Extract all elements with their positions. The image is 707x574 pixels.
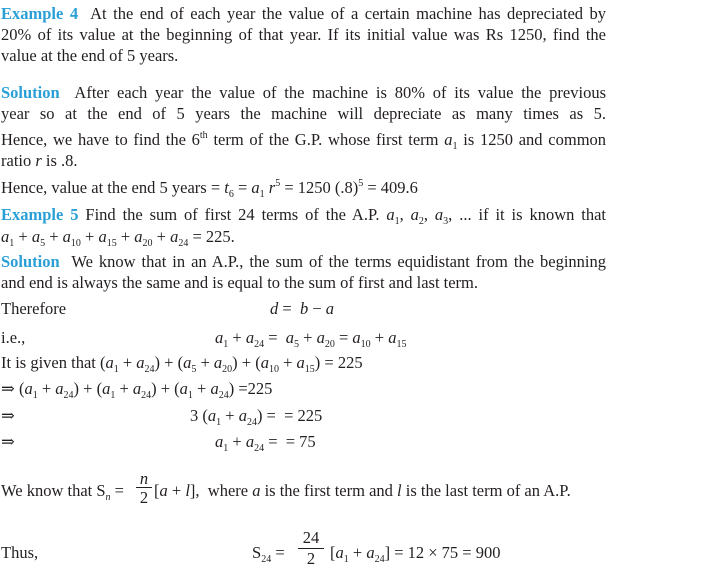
solution5-line2: and end is always the same and is equal to the sum of first and last term. xyxy=(1,273,479,292)
e5-l1a: Find the sum of first 24 terms of the A.P. xyxy=(85,205,380,224)
given-value: = 225 xyxy=(324,353,363,372)
therefore-label: Therefore xyxy=(1,299,67,318)
implies-symbol-3: ⇒ xyxy=(1,432,15,451)
solution4-line3: Hence, we have to find the 6th term of the G.P. whose first term $a_1$ is 1250 and common xyxy=(1,130,607,152)
s24-lhs: $S_{24}$ = xyxy=(252,543,285,565)
solution5-line1 xyxy=(1,252,606,272)
s24-frac-num: 24 xyxy=(302,528,320,547)
sum-formula-lead: We know that $S_n$ = xyxy=(1,481,124,503)
s24-fraction xyxy=(298,528,324,569)
implies-symbol-2: ⇒ xyxy=(1,406,15,425)
e5-l2b: = 225. xyxy=(192,227,235,246)
imp1-value: =225 xyxy=(238,379,273,398)
solution4-label: Solution xyxy=(1,83,60,102)
s24-frac-den: 2 xyxy=(298,548,324,569)
sum-intro: We know that S xyxy=(1,481,106,500)
given-text: It is given that xyxy=(1,353,96,372)
s24-rhs: $[a_1 + a_{24}] = 12 \times 75 = 900$ xyxy=(330,543,501,565)
s4-l5c: = 409.6 xyxy=(367,178,418,197)
example5-line1: Example 5 Find the sum of first 24 terms of the A.P. $a_1$, $a_2$, $a_3$, ... if it is known that xyxy=(1,205,607,227)
imp2-value: = 225 xyxy=(284,406,323,425)
solution4-line4: ratio r is .8. xyxy=(1,151,78,170)
example5-line2: $a_1 + a_5 + a_{10} + a_{15} + a_{20} + a_{24} = 225$. xyxy=(1,227,235,249)
solution4-text1: After each year the value of the machine is 80% of its value the previous xyxy=(74,83,607,102)
example5-label: Example 5 xyxy=(1,205,79,224)
s4-l3a: Hence, we have to find the 6 xyxy=(1,130,200,149)
example4-line3: value at the end of 5 years. xyxy=(1,46,179,65)
example4-label: Example 4 xyxy=(1,4,79,23)
s4-l3sup: th xyxy=(199,130,208,141)
solution5-text1: We know that in an A.P., the sum of the terms equidistant from the beginning xyxy=(71,252,606,271)
s4-l3c: is 1250 and common xyxy=(463,130,607,149)
s4-l5b: = 1250 (.8) xyxy=(284,178,359,197)
implies-eq3: $a_1 + a_{24}$ = = 75 xyxy=(215,432,316,454)
ie-label: i.e., xyxy=(1,328,26,347)
implies-symbol-1: ⇒ xyxy=(1,379,15,398)
sum-tail-c: is the last term of an A.P. xyxy=(405,481,571,500)
implies-eq2: 3 $(a_1 + a_{24})$ = = 225 xyxy=(190,406,323,428)
therefore-eq: d = b − a xyxy=(270,299,334,318)
s4-l5a: Hence, value at the end 5 years = xyxy=(1,178,221,197)
solution4-line1 xyxy=(1,83,606,103)
solution5-label: Solution xyxy=(1,252,60,271)
s4-l3b: term of the G.P. whose first term xyxy=(213,130,439,149)
e5-l1b: ... if it is known that xyxy=(459,205,607,224)
imp3-value: = 75 xyxy=(285,432,316,451)
sum-tail-a: where xyxy=(207,481,249,500)
sum-n: n xyxy=(105,492,111,503)
implies-line1: ⇒ $(a_1 + a_{24}) + (a_1 + a_{24}) + (a_1 + a_{24}) =225$ xyxy=(1,379,273,401)
s24-result: = 12 × 75 = 900 xyxy=(394,543,501,562)
given-line: It is given that $(a_1 + a_{24}) + (a_5 + a_{20}) + (a_{10} + a_{15}) = 225$ xyxy=(1,353,363,375)
sum-formula-tail: [a + l], where a is the first term and l is the last term of an A.P. xyxy=(154,481,571,500)
sum-fraction: $\frac{n}{2}$ xyxy=(136,470,152,507)
s4-l4a: ratio xyxy=(1,151,32,170)
thus-label: Thus, xyxy=(1,543,39,562)
s24-sub: 24 xyxy=(261,554,272,565)
example4-text1: At the end of each year the value of a certain machine has depreciated by xyxy=(90,4,607,23)
ie-eq: $a_1 + a_{24} = a_5 + a_{20} = a_{10} + a_{15}$ xyxy=(215,328,407,350)
solution4-line5: Hence, value at the end 5 years = $t_6 = a_1$ $r^5 = 1250$ $(.8)^5 = 409.6$ xyxy=(1,178,418,200)
s4-l4b: is .8. xyxy=(45,151,78,170)
example4-line1 xyxy=(1,4,606,24)
s24-label: S xyxy=(252,543,262,562)
sum-tail-b: is the first term and xyxy=(264,481,393,500)
solution4-line2: year so at the end of 5 years the machine will depreciate as many times as 5. xyxy=(1,104,606,123)
example4-line2: 20% of its value at the beginning of that year. If its initial value was Rs 1250, find the xyxy=(1,25,606,44)
